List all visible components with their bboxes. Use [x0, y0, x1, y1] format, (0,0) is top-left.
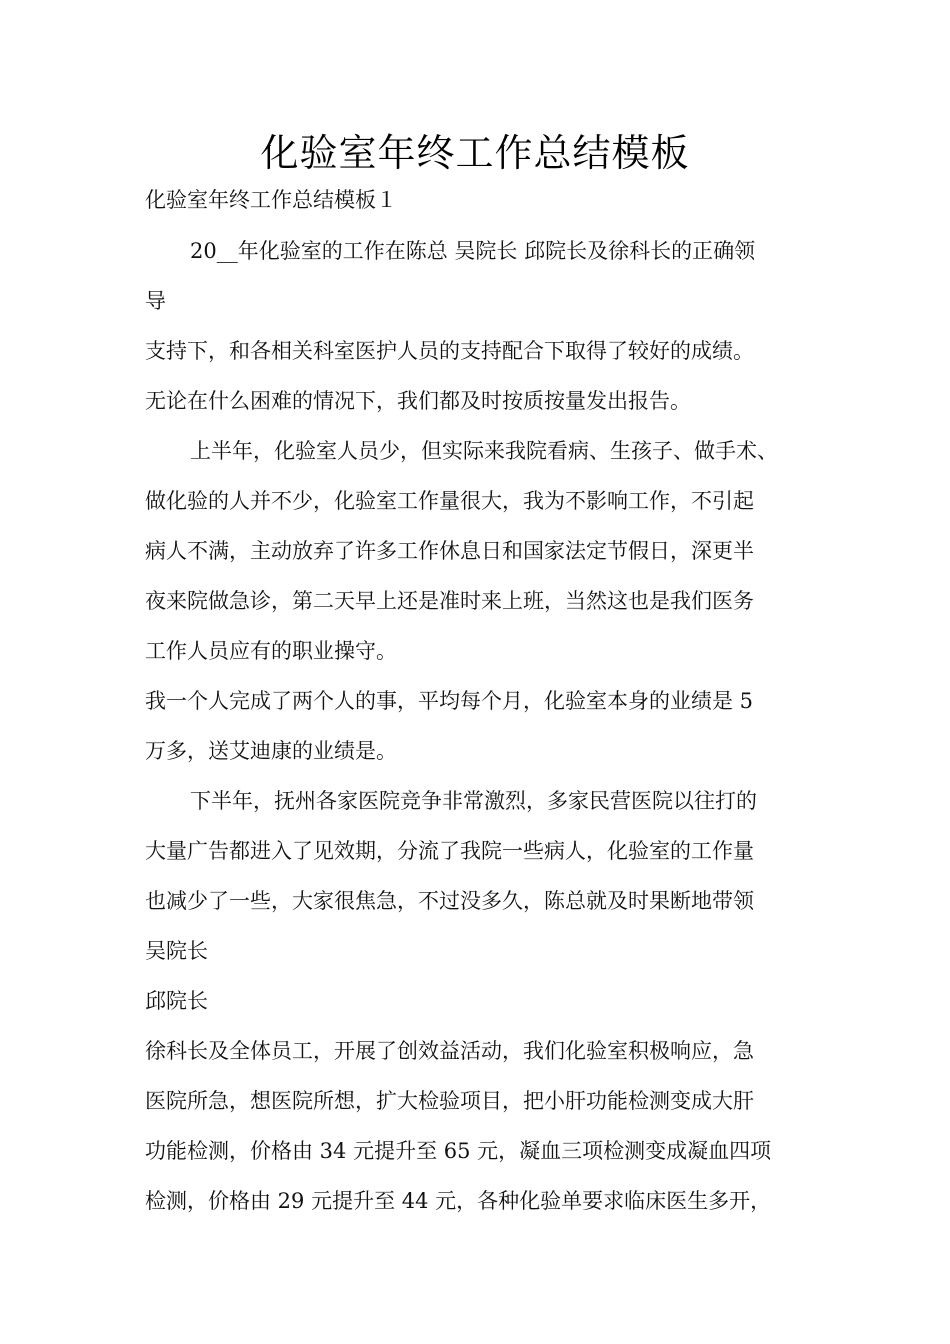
document-title: 化验室年终工作总结模板 [260, 131, 690, 175]
paragraph-line: 我一个人完成了两个人的事，平均每个月，化验室本身的业绩是 5 [145, 689, 754, 713]
section-heading: 化验室年终工作总结模板１ [145, 188, 397, 212]
paragraph-line: 做化验的人并不少，化验室工作量很大，我为不影响工作，不引起 [145, 489, 754, 513]
paragraph-line: 吴院长 [145, 939, 208, 963]
paragraph-line: 也减少了一些，大家很焦急，不过没多久，陈总就及时果断地带领 [145, 889, 754, 913]
paragraph-line: 20__年化验室的工作在陈总 吴院长 邱院长及徐科长的正确领 [190, 239, 756, 263]
paragraph-line: 支持下，和各相关科室医护人员的支持配合下取得了较好的成绩。 [145, 339, 754, 363]
paragraph-line: 工作人员应有的职业操守。 [145, 639, 397, 663]
paragraph-line: 医院所急，想医院所想，扩大检验项目，把小肝功能检测变成大肝 [145, 1089, 754, 1113]
paragraph-line: 导 [145, 289, 166, 313]
paragraph-line: 夜来院做急诊，第二天早上还是准时来上班，当然这也是我们医务 [145, 589, 754, 613]
paragraph-line: 大量广告都进入了见效期，分流了我院一些病人，化验室的工作量 [145, 839, 754, 863]
paragraph-line: 病人不满，主动放弃了许多工作休息日和国家法定节假日，深更半 [145, 539, 754, 563]
paragraph-line: 功能检测，价格由 34 元提升至 65 元，凝血三项检测变成凝血四项 [145, 1139, 772, 1163]
paragraph-line: 下半年，抚州各家医院竞争非常激烈，多家民营医院以往打的 [190, 789, 757, 813]
paragraph-line: 徐科长及全体员工，开展了创效益活动，我们化验室积极响应，急 [145, 1039, 754, 1063]
paragraph-line: 邱院长 [145, 989, 208, 1013]
paragraph-line: 无论在什么困难的情况下，我们都及时按质按量发出报告。 [145, 389, 691, 413]
paragraph-line: 检测，价格由 29 元提升至 44 元，各种化验单要求临床医生多开， [145, 1189, 772, 1213]
paragraph-line: 上半年，化验室人员少，但实际来我院看病、生孩子、做手术、 [190, 439, 778, 463]
paragraph-line: 万多，送艾迪康的业绩是。 [145, 739, 397, 763]
